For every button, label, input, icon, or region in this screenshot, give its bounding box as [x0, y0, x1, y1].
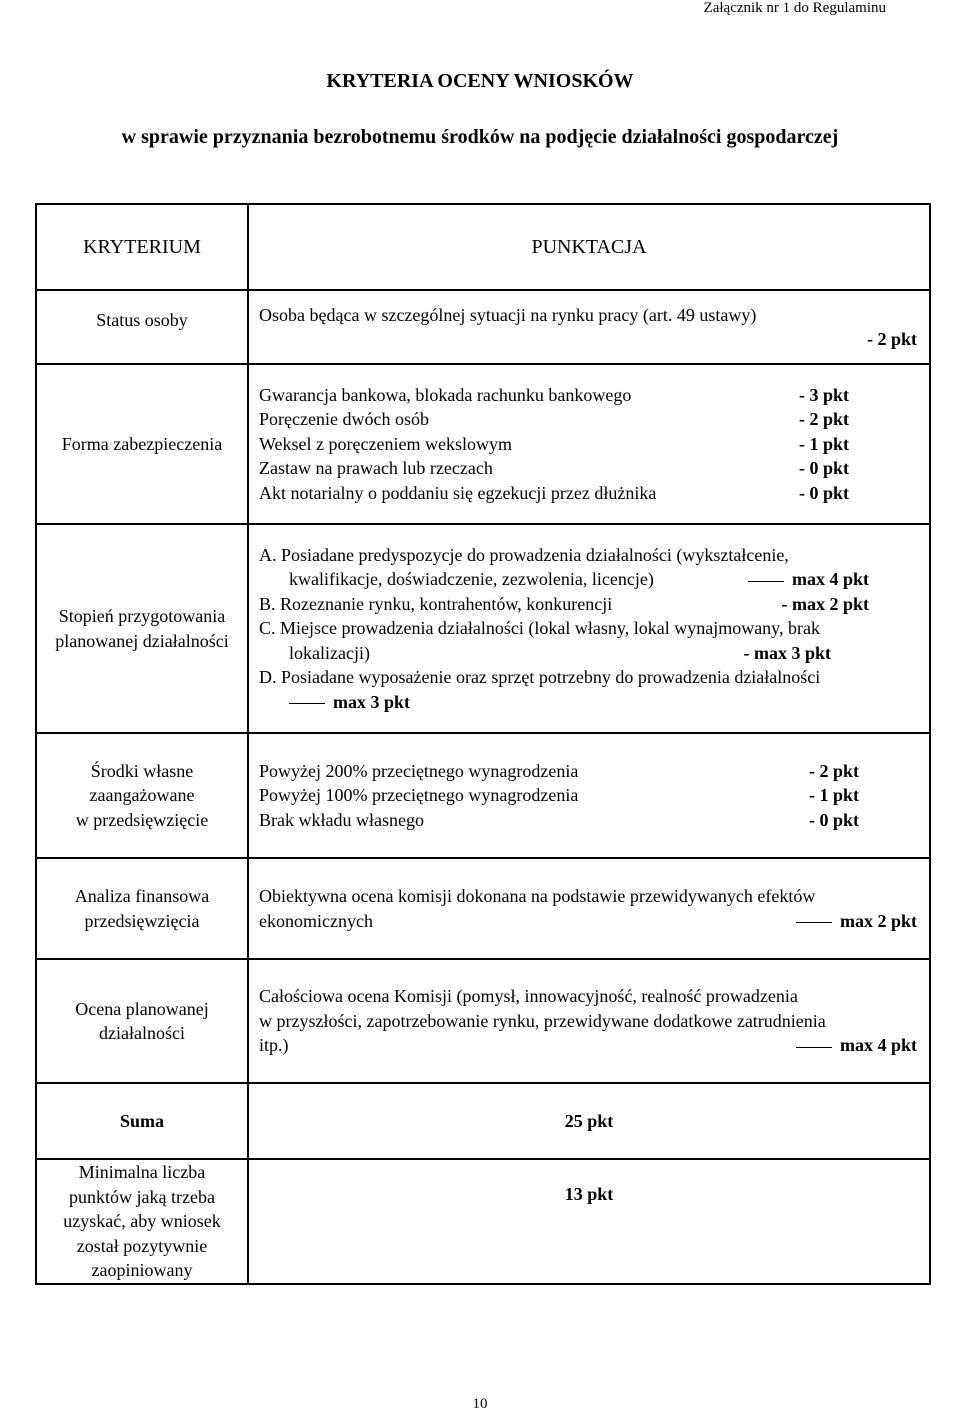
- security-item-text: Poręczenie dwóch osób: [259, 409, 429, 430]
- financial-points-wrap: [796, 909, 917, 934]
- row-status: [36, 290, 930, 364]
- financial-line1: Obiektywna ocena komisji dokonana na podstawie przewidywanych efektów: [259, 886, 816, 906]
- assessment-line1: Całościowa ocena Komisji (pomysł, innowacyjność, realność prowadzenia: [259, 986, 798, 1007]
- preparation-c-line2-row: [259, 641, 917, 666]
- preparation-c-points: - max 3 pkt: [743, 642, 831, 663]
- row-financial: [36, 858, 930, 959]
- preparation-a-line2: kwalifikacje, doświadczenie, zezwolenia, licencje): [289, 569, 654, 590]
- header-criterion: KRYTERIUM: [36, 204, 248, 290]
- row-preparation: [36, 524, 930, 733]
- preparation-d-points-row: [259, 690, 917, 715]
- own-funds-item-text: Powyżej 200% przeciętnego wynagrodzenia: [259, 760, 579, 781]
- assessment-points: max 4 pkt: [839, 1035, 917, 1056]
- financial-line2-row: [259, 909, 917, 934]
- assessment-line3-row: [259, 1033, 917, 1058]
- preparation-a-line2-row: [259, 567, 917, 592]
- assessment-line3: itp.): [259, 1035, 289, 1056]
- assessment-label: [36, 959, 248, 1083]
- minimum-label-line: punktów jaką trzeba: [69, 1186, 215, 1207]
- security-item: [259, 481, 917, 506]
- security-item-points: - 0 pkt: [798, 458, 849, 479]
- status-label-text: Status osoby: [96, 309, 188, 330]
- financial-content: [248, 858, 930, 959]
- financial-label-line: przedsięwzięcia: [84, 910, 200, 931]
- own-funds-label-line: zaangażowane: [89, 785, 195, 806]
- preparation-label-line: Stopień przygotowania: [58, 606, 226, 626]
- assessment-content: [248, 959, 930, 1083]
- minimum-label-line: zaopiniowany: [91, 1260, 193, 1280]
- dash-mark: [796, 1047, 832, 1048]
- minimum-label: [36, 1159, 248, 1284]
- preparation-c-line1: C. Miejsce prowadzenia działalności (lokal własny, lokal wynajmowany, brak: [259, 618, 820, 639]
- table-header-row: [36, 204, 930, 290]
- security-item-points: - 1 pkt: [798, 433, 849, 454]
- security-item-text: Zastaw na prawach lub rzeczach: [259, 458, 493, 479]
- preparation-d-points: max 3 pkt: [333, 691, 411, 712]
- own-funds-item-points: - 0 pkt: [808, 809, 859, 830]
- own-funds-item-text: Brak wkładu własnego: [259, 809, 424, 830]
- assessment-label-line: działalności: [99, 1023, 185, 1043]
- preparation-a-line1: A. Posiadane predyspozycje do prowadzenia działalności (wykształcenie,: [259, 544, 789, 565]
- document-subtitle: w sprawie przyznania bezrobotnemu środków na podjęcie działalności gospodarczej: [121, 126, 839, 148]
- status-points-row: [259, 327, 917, 352]
- assessment-line2: w przyszłości, zapotrzebowanie rynku, przewidywane dodatkowe zatrudnienia: [259, 1010, 826, 1031]
- minimum-value: 13 pkt: [248, 1159, 930, 1284]
- preparation-a-points: max 4 pkt: [791, 569, 869, 590]
- criteria-table: [35, 203, 931, 1285]
- minimum-label-line: Minimalna liczba: [78, 1162, 206, 1182]
- sum-label: Suma: [36, 1083, 248, 1159]
- security-item-text: Akt notarialny o poddaniu się egzekucji przez dłużnika: [259, 482, 657, 503]
- own-funds-item: [259, 783, 917, 808]
- assessment-points-wrap: [796, 1033, 917, 1058]
- preparation-d-line1: D. Posiadane wyposażenie oraz sprzęt potrzebny do prowadzenia działalności: [259, 667, 821, 688]
- preparation-content: [248, 524, 930, 733]
- financial-points: max 2 pkt: [839, 910, 917, 931]
- own-funds-item-points: - 2 pkt: [808, 760, 859, 781]
- financial-label-line: Analiza finansowa: [74, 886, 210, 906]
- row-security: [36, 364, 930, 524]
- own-funds-label-line: Środki własne: [90, 760, 194, 781]
- own-funds-label-line: w przedsięwzięcie: [75, 809, 209, 830]
- own-funds-item: [259, 759, 917, 784]
- document-title: KRYTERIA OCENY WNIOSKÓW: [326, 70, 634, 92]
- dash-mark: [748, 581, 784, 582]
- security-item: [259, 383, 917, 408]
- minimum-label-line: został pozytywnie: [76, 1235, 208, 1256]
- own-funds-item: [259, 808, 917, 833]
- header-points: PUNKTACJA: [248, 204, 930, 290]
- dash-mark: [289, 703, 325, 704]
- financial-line2: ekonomicznych: [259, 910, 373, 931]
- minimum-label-line: uzyskać, aby wniosek: [63, 1211, 221, 1231]
- security-label: Forma zabezpieczenia: [36, 364, 248, 524]
- financial-label: [36, 858, 248, 959]
- own-funds-content: [248, 733, 930, 858]
- row-sum: [36, 1083, 930, 1159]
- row-minimum: [36, 1159, 930, 1284]
- preparation-b-text: B. Rozeznanie rynku, kontrahentów, konkurencji: [259, 593, 613, 614]
- dash-mark: [796, 922, 832, 923]
- security-content: [248, 364, 930, 524]
- status-text: Osoba będąca w szczególnej sytuacji na rynku pracy (art. 49 ustawy): [259, 304, 757, 325]
- security-item: [259, 456, 917, 481]
- preparation-label: [36, 524, 248, 733]
- preparation-c-line2: lokalizacji): [289, 642, 370, 663]
- status-points: - 2 pkt: [866, 329, 917, 349]
- own-funds-label: [36, 733, 248, 858]
- preparation-b-row: [259, 592, 917, 617]
- annex-label: Załącznik nr 1 do Regulaminu: [703, 0, 886, 16]
- own-funds-item-text: Powyżej 100% przeciętnego wynagrodzenia: [259, 785, 579, 806]
- security-item-points: - 0 pkt: [798, 482, 849, 503]
- preparation-label-line: planowanej działalności: [55, 630, 229, 651]
- preparation-b-points: - max 2 pkt: [781, 593, 869, 614]
- assessment-label-line: Ocena planowanej: [75, 998, 209, 1019]
- status-label: [36, 290, 248, 364]
- preparation-a-points-wrap: [748, 567, 869, 592]
- sum-value: 25 pkt: [248, 1083, 930, 1159]
- row-own-funds: [36, 733, 930, 858]
- row-assessment: [36, 959, 930, 1083]
- security-item-points: - 2 pkt: [798, 409, 849, 430]
- security-item: [259, 407, 917, 432]
- page-number: 10: [472, 1396, 488, 1412]
- security-item-text: Weksel z poręczeniem wekslowym: [259, 433, 512, 454]
- security-item-points: - 3 pkt: [798, 384, 849, 405]
- security-item-text: Gwarancja bankowa, blokada rachunku bankowego: [259, 384, 632, 405]
- own-funds-item-points: - 1 pkt: [808, 785, 859, 806]
- status-content: [248, 290, 930, 364]
- security-item: [259, 432, 917, 457]
